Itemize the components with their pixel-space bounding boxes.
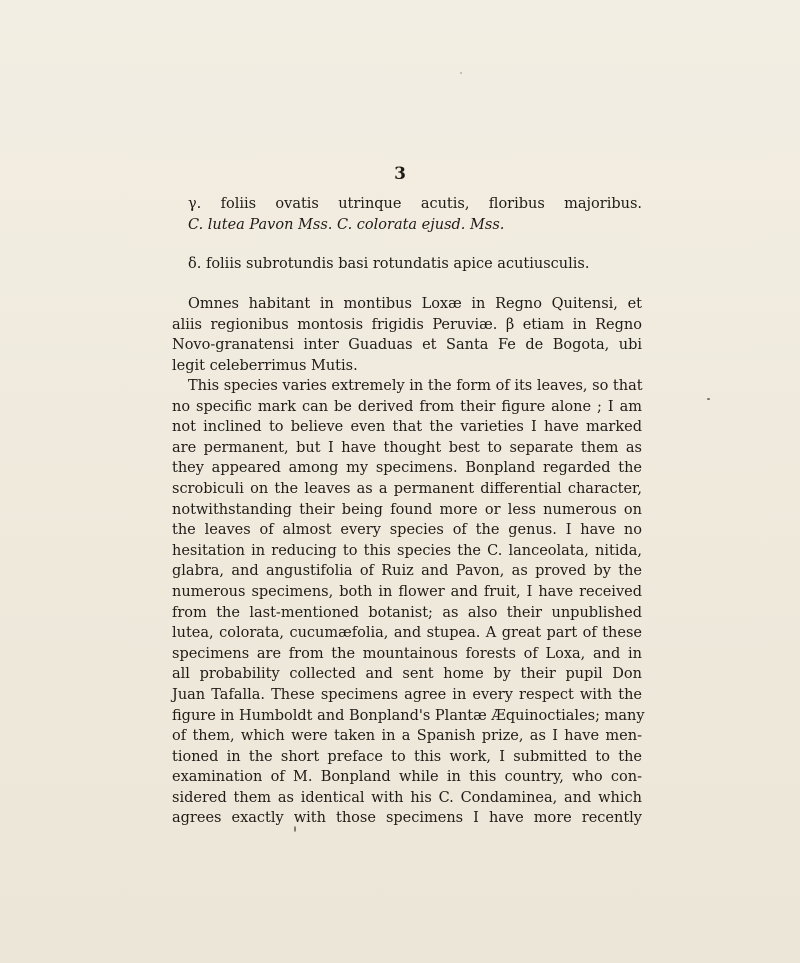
english-paragraph: [172, 376, 645, 829]
text-line: figure in Humboldt and Bonpland's Plantæ Æquinoctiales; many: [172, 707, 645, 724]
text-line: This species varies extremely in the form of its leaves, so that: [188, 378, 643, 394]
text-line: of them, which were taken in a Spanish prize, as I have men-: [172, 728, 642, 745]
text-line: hesitation in reducing to this species the C. lanceolata, nitida,: [172, 542, 642, 559]
paper-speck: [294, 826, 296, 832]
text-line: are permanent, but I have thought best to separate them as: [172, 439, 642, 456]
text-line: aliis regionibus montosis frigidis Peruviæ. β etiam in Regno: [172, 316, 642, 333]
text-line: Omnes habitant in montibus Loxæ in Regno Quitensi, et: [188, 296, 642, 312]
text-line: lutea, colorata, cucumæfolia, and stupea. A great part of these: [172, 625, 642, 642]
text-line: the leaves of almost every species of the genus. I have no: [172, 522, 642, 539]
text-line: glabra, and angustifolia of Ruiz and Pavon, as proved by the: [172, 563, 642, 580]
text-line: they appeared among my specimens. Bonpland regarded the: [172, 460, 642, 477]
text-line: tioned in the short preface to this work, I submitted to the: [172, 748, 642, 765]
text-line: all probability collected and sent home by their pupil Don: [172, 666, 642, 683]
text-line: Juan Tafalla. These specimens agree in every respect with the: [172, 686, 642, 703]
paper-speck: [460, 72, 462, 74]
text-line: scrobiculi on the leaves as a permanent differential character,: [172, 480, 642, 497]
text-line: numerous specimens, both in flower and fruit, I have received: [172, 583, 642, 600]
variety-gamma-description: γ. foliis ovatis utrinque acutis, floribus majoribus.: [188, 196, 642, 212]
text-line: agrees exactly with those specimens I have more recently: [172, 810, 642, 827]
variety-gamma: [172, 194, 642, 235]
text-line: no specific mark can be derived from their figure alone ; I am: [172, 398, 642, 415]
variety-delta: [172, 254, 642, 275]
variety-delta-description: δ. foliis subrotundis basi rotundatis apice acutiusculis.: [188, 256, 590, 272]
paper-speck: [707, 398, 710, 400]
text-line: examination of M. Bonpland while in this country, who con-: [172, 769, 642, 786]
text-line: sidered them as identical with his C. Condaminea, and which: [172, 789, 642, 806]
page-number: 3: [394, 164, 406, 184]
text-line: not inclined to believe even that the varieties I have marked: [172, 419, 642, 436]
variety-gamma-synonyms: C. lutea Pavon Mss. C. colorata ejusd. Mss.: [188, 216, 505, 233]
latin-paragraph: [172, 294, 642, 376]
text-line: from the last-mentioned botanist; as also their unpublished: [172, 604, 642, 621]
text-line: legit celeberrimus Mutis.: [172, 357, 358, 374]
text-line: Novo-granatensi inter Guaduas et Santa Fe de Bogota, ubi: [172, 337, 642, 354]
text-line: specimens are from the mountainous forests of Loxa, and in: [172, 645, 642, 662]
text-line: notwithstanding their being found more or less numerous on: [172, 501, 642, 518]
